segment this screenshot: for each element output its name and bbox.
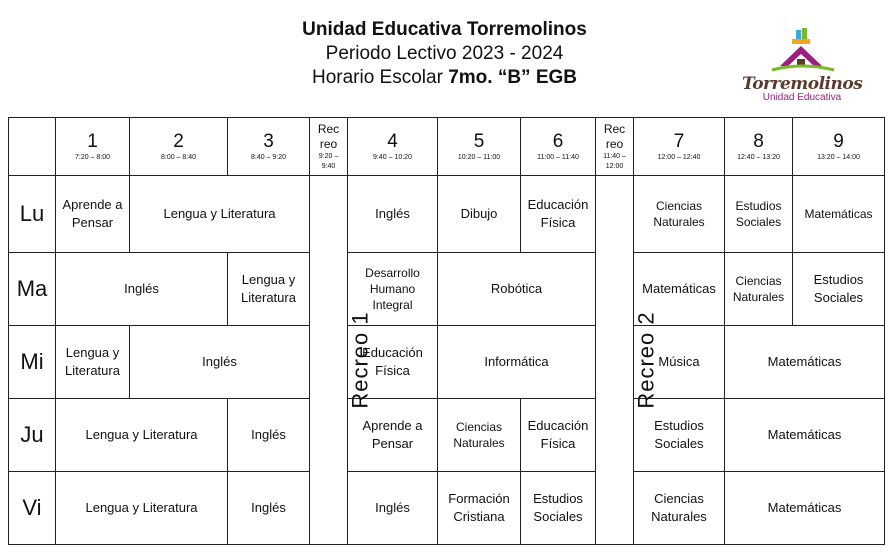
class-cell: Estudios Sociales [521, 472, 596, 545]
class-cell: Dibujo [438, 176, 521, 253]
class-cell: Inglés [228, 399, 310, 472]
class-cell: Inglés [348, 176, 438, 253]
corner-cell [9, 118, 56, 176]
class-cell: Ciencias Naturales [634, 472, 725, 545]
logo-subtitle: Unidad Educativa [762, 92, 842, 103]
schedule-table [8, 117, 885, 545]
schedule-course: 7mo. “B” EGB [448, 67, 578, 88]
class-cell: Inglés [130, 326, 310, 399]
period-header: 5 10:20 – 11:00 [438, 118, 521, 176]
header-row [9, 118, 885, 176]
class-cell: Formación Cristiana [438, 472, 521, 545]
day-label: Lu [9, 176, 56, 253]
day-label: Ju [9, 399, 56, 472]
class-cell: Matemáticas [634, 253, 725, 326]
class-cell: Informática [438, 326, 596, 399]
class-cell: Lengua y Literatura [130, 176, 310, 253]
recreo-1-column: Recreo 1 [310, 176, 348, 545]
recreo-header: Rec reo 11:40 – 12:00 [596, 118, 634, 176]
period-header: 8 12:40 – 13:20 [725, 118, 793, 176]
class-cell: Ciencias Naturales [725, 253, 793, 326]
class-cell: Aprende a Pensar [348, 399, 438, 472]
class-cell: Desarrollo Humano Integral [348, 253, 438, 326]
class-cell: Inglés [56, 253, 228, 326]
class-cell: Aprende a Pensar [56, 176, 130, 253]
table-row [9, 472, 885, 545]
class-cell: Educación Física [521, 176, 596, 253]
class-cell: Ciencias Naturales [438, 399, 521, 472]
schedule-prefix: Horario Escolar [311, 67, 443, 88]
house-icon [742, 26, 862, 76]
class-cell: Lengua y Literatura [56, 472, 228, 545]
class-cell: Matemáticas [725, 399, 885, 472]
class-cell: Lengua y Literatura [228, 253, 310, 326]
class-cell: Inglés [228, 472, 310, 545]
class-cell: Inglés [348, 472, 438, 545]
class-cell: Educación Física [521, 399, 596, 472]
period-header: 9 13:20 – 14:00 [793, 118, 885, 176]
table-row [9, 326, 885, 399]
period-header: 7 12:00 – 12:40 [634, 118, 725, 176]
class-cell: Matemáticas [725, 472, 885, 545]
day-label: Vi [9, 472, 56, 545]
class-cell: Lengua y Literatura [56, 399, 228, 472]
period-header: 3 8:40 – 9:20 [228, 118, 310, 176]
class-cell: Educación Física [348, 326, 438, 399]
class-cell: Lengua y Literatura [56, 326, 130, 399]
recreo-header: Rec reo 9:20 – 9:40 [310, 118, 348, 176]
class-cell: Estudios Sociales [725, 176, 793, 253]
logo-wordmark: Torremolinos [742, 74, 863, 94]
period-header: 2 8:00 – 8:40 [130, 118, 228, 176]
table-row [9, 176, 885, 253]
day-label: Ma [9, 253, 56, 326]
class-cell: Matemáticas [725, 326, 885, 399]
day-label: Mi [9, 326, 56, 399]
school-logo [742, 26, 862, 106]
class-cell: Robótica [438, 253, 596, 326]
period-header: 6 11:00 – 11:40 [521, 118, 596, 176]
table-row [9, 253, 885, 326]
period-header: 4 9:40 – 10:20 [348, 118, 438, 176]
class-cell: Estudios Sociales [634, 399, 725, 472]
period-header: 1 7:20 – 8:00 [56, 118, 130, 176]
recreo-2-column: Recreo 2 [596, 176, 634, 545]
school-year: Periodo Lectivo 2023 - 2024 [325, 43, 564, 64]
school-title: Unidad Educativa Torremolinos [302, 19, 587, 40]
class-cell: Matemáticas [793, 176, 885, 253]
class-cell: Música [634, 326, 725, 399]
class-cell: Estudios Sociales [793, 253, 885, 326]
class-cell: Ciencias Naturales [634, 176, 725, 253]
table-row [9, 399, 885, 472]
